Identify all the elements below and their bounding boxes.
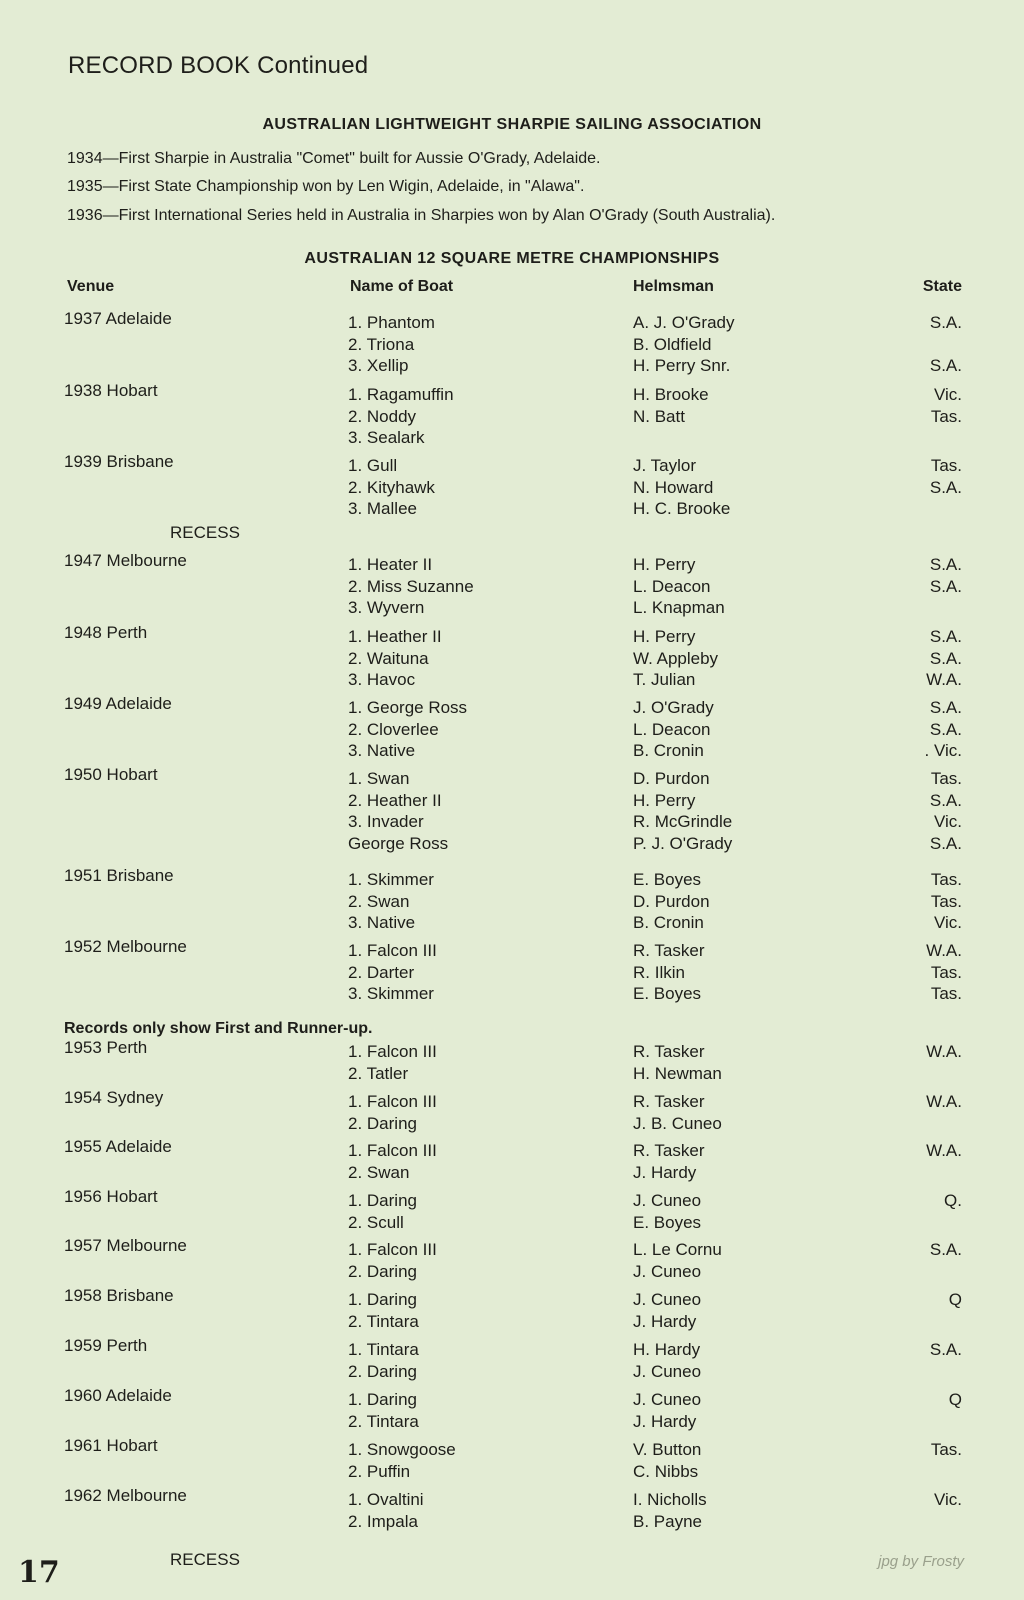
boat-name: 2. Tintara [348, 1411, 419, 1431]
state-code: . Vic. [924, 741, 962, 760]
boat-name: 1. Gull [348, 456, 398, 475]
event-venue: 1938 Hobart [64, 381, 158, 400]
helmsman-name: H. Perry [633, 627, 696, 646]
event-venue: 1949 Adelaide [64, 694, 172, 713]
boat-name: 2. Kityhawk [348, 477, 435, 497]
boat-name: 2. Triona [348, 334, 415, 354]
boat-name: 2. Daring [348, 1261, 417, 1281]
helmsman-name: L. Deacon [633, 576, 711, 596]
event-venue: 1952 Melbourne [64, 937, 187, 956]
helmsman-name: H. C. Brooke [633, 499, 731, 518]
helmsman-name: B. Payne [633, 1511, 702, 1531]
helmsman-name: H. Perry Snr. [633, 356, 731, 375]
boat-name: 1. Heater II [348, 555, 433, 574]
state-code: Tas. [930, 891, 962, 911]
helmsman-name: I. Nicholls [633, 1490, 707, 1509]
helmsman-name: J. Cuneo [633, 1191, 702, 1210]
boat-name: 1. George Ross [348, 698, 468, 717]
boat-name: 2. Darter [348, 962, 415, 982]
helmsman-name: V. Button [633, 1440, 702, 1459]
helmsman-name: H. Hardy [633, 1340, 701, 1359]
state-code: S.A. [929, 1340, 962, 1359]
boat-name: 1. Falcon III [348, 1092, 437, 1111]
state-code: Vic. [933, 913, 962, 932]
boat-name: 3. Wyvern [348, 598, 425, 617]
state-code: Tas. [930, 406, 962, 426]
helmsman-name: J. Taylor [633, 456, 696, 475]
records-note: Records only show First and Runner-up. [64, 1020, 373, 1037]
helmsman-name: E. Boyes [633, 984, 702, 1003]
helmsman-name: R. Tasker [633, 1092, 705, 1111]
association-heading: AUSTRALIAN LIGHTWEIGHT SHARPIE SAILING ASSOCIATION [262, 116, 762, 133]
helmsman-name: B. Cronin [633, 741, 704, 760]
boat-name: 2. Heather II [348, 790, 442, 810]
state-code: S.A. [929, 313, 962, 332]
helmsman-name: B. Oldfield [633, 334, 712, 354]
helmsman-name: J. Hardy [633, 1411, 697, 1431]
boat-name: 1. Tintara [348, 1340, 419, 1359]
event-venue: 1955 Adelaide [64, 1137, 172, 1156]
boat-name: 1. Heather II [348, 627, 442, 646]
helmsman-name: E. Boyes [633, 870, 702, 889]
helmsman-name: A. J. O'Grady [633, 313, 735, 332]
boat-name: 1. Daring [348, 1290, 417, 1309]
state-code: S.A. [929, 648, 962, 668]
state-code: Vic. [933, 1490, 962, 1509]
column-header-venue: Venue [67, 278, 115, 295]
boat-name: 2. Miss Suzanne [348, 576, 474, 596]
state-code: Q [948, 1290, 962, 1309]
recess-label: RECESS [170, 523, 240, 542]
state-code: Vic. [933, 385, 962, 404]
helmsman-name: E. Boyes [633, 1212, 702, 1232]
helmsman-name: L. Deacon [633, 719, 711, 739]
event-venue: 1939 Brisbane [64, 452, 174, 471]
column-header-state: State [922, 278, 962, 295]
helmsman-name: D. Purdon [633, 769, 710, 788]
state-code: Tas. [930, 456, 962, 475]
helmsman-name: H. Brooke [633, 385, 709, 404]
helmsman-name: R. Tasker [633, 941, 705, 960]
helmsman-name: D. Purdon [633, 891, 710, 911]
helmsman-name: J. Cuneo [633, 1261, 702, 1281]
helmsman-name: R. McGrindle [633, 812, 733, 831]
boat-name: 1. Ragamuffin [348, 385, 454, 404]
helmsman-name: N. Batt [633, 406, 685, 426]
boat-name: 3. Xellip [348, 356, 409, 375]
event-venue: 1951 Brisbane [64, 866, 174, 885]
boat-name: 1. Snowgoose [348, 1440, 456, 1459]
boat-name: 3. Native [348, 913, 416, 932]
scan-credit: jpg by Frosty [878, 1553, 964, 1570]
helmsman-name: R. Ilkin [633, 962, 685, 982]
boat-name: 2. Swan [348, 891, 410, 911]
event-venue: 1957 Melbourne [64, 1236, 187, 1255]
event-venue: 1937 Adelaide [64, 309, 172, 328]
state-code: S.A. [929, 1240, 962, 1259]
state-code: S.A. [929, 790, 962, 810]
helmsman-name: W. Appleby [633, 648, 719, 668]
helmsman-name: H. Perry [633, 790, 696, 810]
state-code: S.A. [929, 833, 962, 853]
history-line: 1936—First International Series held in Australia in Sharpies won by Alan O'Grady (South Australia). [67, 207, 776, 224]
page-title: RECORD BOOK Continued [68, 52, 369, 79]
state-code: Tas. [930, 769, 962, 788]
boat-name: 2. Scull [348, 1212, 404, 1232]
boat-name: 2. Swan [348, 1162, 410, 1182]
column-header-boat: Name of Boat [350, 278, 454, 295]
helmsman-name: R. Tasker [633, 1042, 705, 1061]
boat-name: 2. Cloverlee [348, 719, 439, 739]
helmsman-name: J. Hardy [633, 1162, 697, 1182]
boat-name: 1. Falcon III [348, 1042, 437, 1061]
helmsman-name: L. Le Cornu [633, 1240, 722, 1259]
state-code: W.A. [926, 670, 962, 689]
boat-name: 2. Impala [348, 1511, 418, 1531]
boat-name: 2. Noddy [348, 406, 417, 426]
state-code: W.A. [926, 1141, 962, 1160]
boat-name: 2. Puffin [348, 1461, 411, 1481]
helmsman-name: J. O'Grady [633, 698, 714, 717]
boat-name: 1. Falcon III [348, 941, 437, 960]
championships-heading: AUSTRALIAN 12 SQUARE METRE CHAMPIONSHIPS [304, 250, 720, 267]
state-code: Q. [944, 1191, 962, 1210]
boat-name: 3. Sealark [348, 428, 425, 447]
state-code: Tas. [930, 984, 962, 1003]
boat-name: 1. Phantom [348, 313, 435, 332]
boat-name: 2. Tatler [348, 1063, 409, 1083]
boat-name: 2. Waituna [348, 648, 429, 668]
column-header-helmsman: Helmsman [633, 278, 714, 295]
boat-name: 2. Daring [348, 1361, 417, 1381]
history-line: 1934—First Sharpie in Australia "Comet" built for Aussie O'Grady, Adelaide. [67, 150, 601, 167]
boat-name: 1. Falcon III [348, 1240, 437, 1259]
boat-name: 3. Native [348, 741, 416, 760]
boat-name: 2. Tintara [348, 1311, 419, 1331]
state-code: S.A. [929, 477, 962, 497]
history-line: 1935—First State Championship won by Len Wigin, Adelaide, in "Alawa". [67, 178, 585, 195]
event-venue: 1950 Hobart [64, 765, 158, 784]
helmsman-name: L. Knapman [633, 598, 725, 617]
state-code: W.A. [926, 1042, 962, 1061]
event-venue: 1948 Perth [64, 623, 148, 642]
state-code: S.A. [929, 719, 962, 739]
helmsman-name: C. Nibbs [633, 1461, 699, 1481]
page-number: 17 [18, 1555, 60, 1590]
boat-name: 3. Mallee [348, 499, 417, 518]
state-code: Tas. [930, 870, 962, 889]
event-venue: 1962 Melbourne [64, 1486, 187, 1505]
state-code: W.A. [926, 941, 962, 960]
event-venue: 1961 Hobart [64, 1436, 158, 1455]
state-code: S.A. [929, 356, 962, 375]
helmsman-name: J. B. Cuneo [633, 1113, 722, 1133]
recess-label: RECESS [170, 1550, 240, 1569]
helmsman-name: H. Perry [633, 555, 696, 574]
helmsman-name: T. Julian [633, 670, 696, 689]
boat-name: 1. Falcon III [348, 1141, 437, 1160]
state-code: S.A. [929, 555, 962, 574]
event-venue: 1947 Melbourne [64, 551, 187, 570]
boat-name: 3. Skimmer [348, 984, 434, 1003]
helmsman-name: J. Hardy [633, 1311, 697, 1331]
state-code: Tas. [930, 1440, 962, 1459]
helmsman-name: N. Howard [633, 477, 714, 497]
boat-name: 1. Swan [348, 769, 410, 788]
helmsman-name: H. Newman [633, 1063, 722, 1083]
boat-name: 1. Daring [348, 1191, 417, 1210]
state-code: S.A. [929, 698, 962, 717]
state-code: Tas. [930, 962, 962, 982]
state-code: Q [948, 1390, 962, 1409]
helmsman-name: P. J. O'Grady [633, 833, 733, 853]
state-code: S.A. [929, 576, 962, 596]
event-venue: 1960 Adelaide [64, 1386, 172, 1405]
boat-name: 1. Ovaltini [348, 1490, 424, 1509]
helmsman-name: B. Cronin [633, 913, 704, 932]
helmsman-name: J. Cuneo [633, 1390, 702, 1409]
helmsman-name: J. Cuneo [633, 1361, 702, 1381]
state-code: Vic. [933, 812, 962, 831]
helmsman-name: R. Tasker [633, 1141, 705, 1160]
event-venue: 1953 Perth [64, 1038, 148, 1057]
boat-name: 3. Invader [348, 812, 424, 831]
boat-name: 1. Daring [348, 1390, 417, 1409]
event-venue: 1956 Hobart [64, 1187, 158, 1206]
state-code: W.A. [926, 1092, 962, 1111]
state-code: S.A. [929, 627, 962, 646]
boat-name: 2. Daring [348, 1113, 417, 1133]
boat-name: 1. Skimmer [348, 870, 434, 889]
boat-name: 3. Havoc [348, 670, 416, 689]
helmsman-name: J. Cuneo [633, 1290, 702, 1309]
boat-name: George Ross [348, 833, 449, 853]
event-venue: 1954 Sydney [64, 1088, 164, 1107]
event-venue: 1958 Brisbane [64, 1286, 174, 1305]
event-venue: 1959 Perth [64, 1336, 148, 1355]
